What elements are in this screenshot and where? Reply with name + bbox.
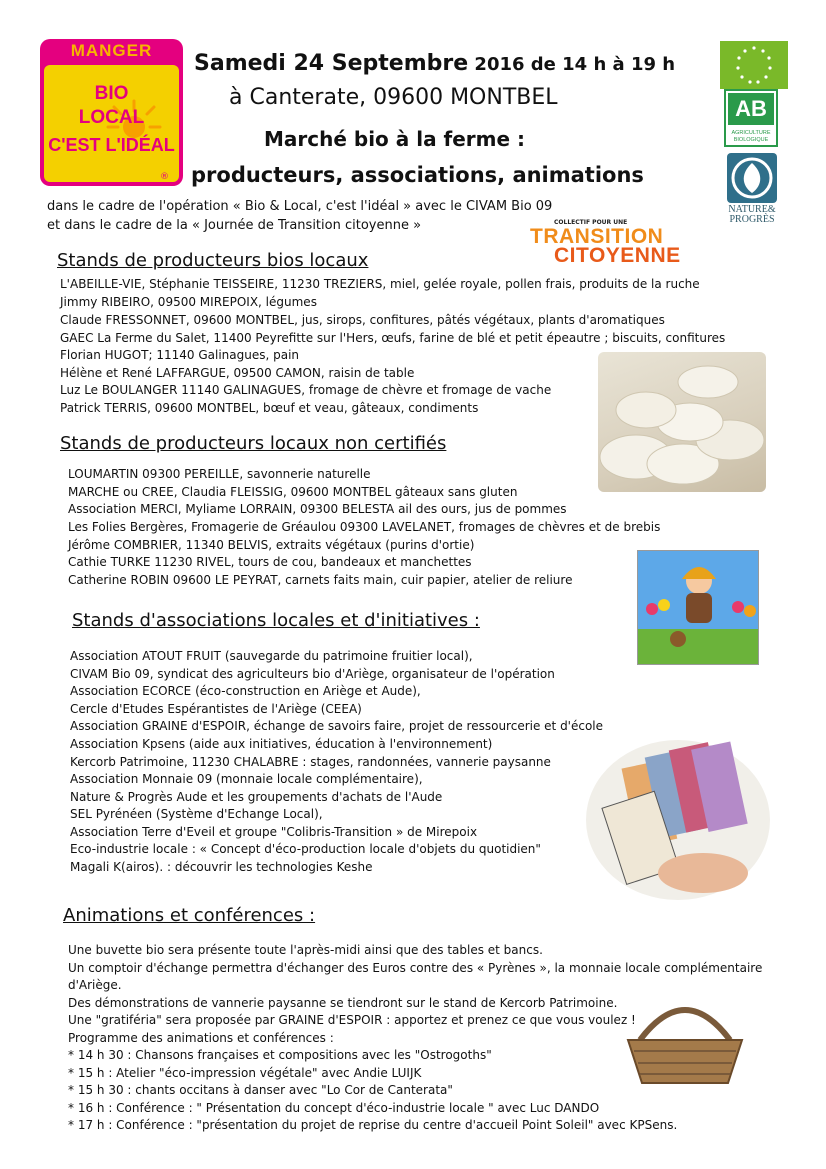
list-item: * 14 h 30 : Chansons françaises et compositions avec les "Ostrogoths": [68, 1048, 492, 1062]
list-item: Luz Le BOULANGER 11140 GALINAGUES, fromage de chèvre et fromage de vache: [60, 383, 552, 397]
event-place: à Canterate, 09600 MONTBEL: [229, 85, 558, 110]
list-item: L'ABEILLE-VIE, Stéphanie TEISSEIRE, 11230 TREZIERS, miel, gelée royale, pollen frais, produits de la ruche: [60, 277, 700, 291]
list-item: MARCHE ou CREE, Claudia FLEISSIG, 09600 MONTBEL gâteaux sans gluten: [68, 485, 518, 499]
eu-leaf-icon: [720, 41, 788, 89]
intro-line-1: dans le cadre de l'opération « Bio & Local, c'est l'idéal » avec le CIVAM Bio 09: [47, 199, 553, 214]
list-item: Association Kpsens (aide aux initiatives, éducation à l'environnement): [70, 737, 493, 751]
gardener-drawing: [638, 551, 759, 665]
ab-text-biologique: BIOLOGIQUE: [733, 137, 769, 143]
ab-letters: AB: [728, 93, 774, 125]
ab-text-agriculture: AGRICULTURE: [731, 130, 771, 136]
section-title-anim: Animations et conférences :: [63, 905, 316, 926]
list-item: Magali K(airos). : découvrir les technologies Keshe: [70, 860, 373, 874]
list-item: * 16 h : Conférence : " Présentation du concept d'éco-industrie locale " avec Luc DANDO: [68, 1101, 600, 1115]
event-title-2: producteurs, associations, animations: [191, 163, 644, 187]
transition-logo-small: COLLECTIF POUR UNE: [554, 219, 628, 226]
leaf-emblem-icon: [727, 153, 777, 203]
logo-line-ideal: C'EST L'IDÉAL: [48, 135, 175, 155]
cheese-illustration: [598, 352, 766, 492]
list-item: Hélène et René LAFFARGUE, 09500 CAMON, raisin de table: [60, 366, 415, 380]
list-item: Association MERCI, Myliame LORRAIN, 09300 BELESTA ail des ours, jus de pommes: [68, 502, 567, 516]
list-item: Claude FRESSONNET, 09600 MONTBEL, jus, sirops, confitures, pâtés végétaux, plants d'aromatiques: [60, 313, 665, 327]
list-item: Kercorb Patrimoine, 11230 CHALABRE : stages, randonnées, vannerie paysanne: [70, 755, 551, 769]
list-item: * 15 h : Atelier "éco-impression végétale" avec Andie LUIJK: [68, 1066, 422, 1080]
list-item: Jérôme COMBRIER, 11340 BELVIS, extraits végétaux (purins d'ortie): [68, 538, 475, 552]
list-item: Patrick TERRIS, 09600 MONTBEL, bœuf et veau, gâteaux, condiments: [60, 401, 479, 415]
list-item: * 17 h : Conférence : "présentation du projet de reprise du centre d'accueil Point Soleil" avec KPSens.: [68, 1118, 678, 1132]
event-date: [194, 51, 714, 76]
list-item: Cercle d'Etudes Espérantistes de l'Ariège (CEEA): [70, 702, 362, 716]
list-item: Florian HUGOT; 11140 Galinagues, pain: [60, 348, 300, 362]
list-item: Association ECORCE (éco-construction en Ariège et Aude),: [70, 684, 421, 698]
list-item: Un comptoir d'échange permettra d'échanger des Euros contre des « Pyrènes », la monnaie locale complémentaire: [68, 961, 763, 975]
list-item: Une buvette bio sera présente toute l'après-midi ainsi que des tables et bancs.: [68, 943, 543, 957]
list-item: Des démonstrations de vannerie paysanne se tiendront sur le stand de Kercorb Patrimoine.: [68, 996, 618, 1010]
logo-line-local: LOCAL: [78, 107, 145, 128]
list-item: Une "gratiféria" sera proposée par GRAINE d'ESPOIR : apportez et prenez ce que vous voulez !: [68, 1013, 636, 1027]
list-item: d'Ariège.: [68, 978, 122, 992]
intro-line-2: et dans le cadre de la « Journée de Transition citoyenne »: [47, 218, 422, 233]
list-item: GAEC La Ferme du Salet, 11400 Peyrefitte sur l'Hers, œufs, farine de blé et petit épeautre ; biscuits, confitures: [60, 331, 726, 345]
ab-logo: [724, 89, 778, 147]
banknotes-illustration: [583, 738, 773, 903]
list-item: Nature & Progrès Aude et les groupements d'achats de l'Aude: [70, 790, 443, 804]
list-item: Association ATOUT FRUIT (sauvegarde du patrimoine fruitier local),: [70, 649, 473, 663]
list-item: Association Monnaie 09 (monnaie locale complémentaire),: [70, 772, 423, 786]
logo-top-text: MANGER: [70, 41, 153, 60]
np-text-progres: PROGRÈS: [729, 214, 775, 225]
list-item: Association Terre d'Eveil et groupe "Colibris-Transition » de Mirepoix: [70, 825, 478, 839]
event-date-main: Samedi 24 Septembre: [194, 51, 469, 76]
list-item: SEL Pyrénéen (Système d'Echange Local),: [70, 807, 323, 821]
list-item: Jimmy RIBEIRO, 09500 MIREPOIX, légumes: [60, 295, 317, 309]
list-item: LOUMARTIN 09300 PEREILLE, savonnerie naturelle: [68, 467, 371, 481]
gardener-illustration: [637, 550, 759, 665]
list-item: CIVAM Bio 09, syndicat des agriculteurs bio d'Ariège, organisateur de l'opération: [70, 667, 555, 681]
np-text-nature: NATURE&: [728, 204, 776, 215]
list-item: Programme des animations et conférences :: [68, 1031, 334, 1045]
list-item: Les Folies Bergères, Fromagerie de Gréaulou 09300 LAVELANET, fromages de chèvres et de brebis: [68, 520, 661, 534]
section-title-noncert: Stands de producteurs locaux non certifiés: [60, 433, 447, 454]
transition-citoyenne-logo: [524, 219, 681, 267]
transition-logo-word2: CITOYENNE: [554, 244, 681, 267]
local-currency-photo: [583, 738, 773, 903]
logo-line-bio: BIO: [94, 83, 129, 104]
basket-illustration: [620, 995, 750, 1090]
list-item: Catherine ROBIN 09600 LE PEYRAT, carnets faits main, cuir papier, atelier de reliure: [68, 573, 573, 587]
nature-progres-emblem: [727, 153, 777, 203]
basket-photo: [620, 995, 750, 1090]
cheese-photo: [598, 352, 766, 492]
nature-progres-logo: [724, 153, 780, 225]
list-item: Eco-industrie locale : « Concept d'éco-production locale d'objets du quotidien": [70, 842, 541, 856]
list-item: * 15 h 30 : chants occitans à danser avec "Lo Cor de Canterata": [68, 1083, 453, 1097]
list-item: Association GRAINE d'ESPOIR, échange de savoirs faire, projet de ressourcerie et d'école: [70, 719, 604, 733]
logo-registered: ®: [160, 172, 169, 182]
eu-organic-leaf-logo: [720, 41, 788, 89]
bio-local-logo: [40, 39, 183, 186]
event-time: 2016 de 14 h à 19 h: [468, 54, 676, 75]
section-title-assoc: Stands d'associations locales et d'initiatives :: [72, 610, 480, 631]
event-title-1: Marché bio à la ferme :: [264, 127, 526, 151]
list-item: Cathie TURKE 11230 RIVEL, tours de cou, bandeaux et manchettes: [68, 555, 472, 569]
section-title-bio: Stands de producteurs bios locaux: [57, 250, 369, 271]
transition-logo-word1: TRANSITION: [530, 225, 664, 248]
